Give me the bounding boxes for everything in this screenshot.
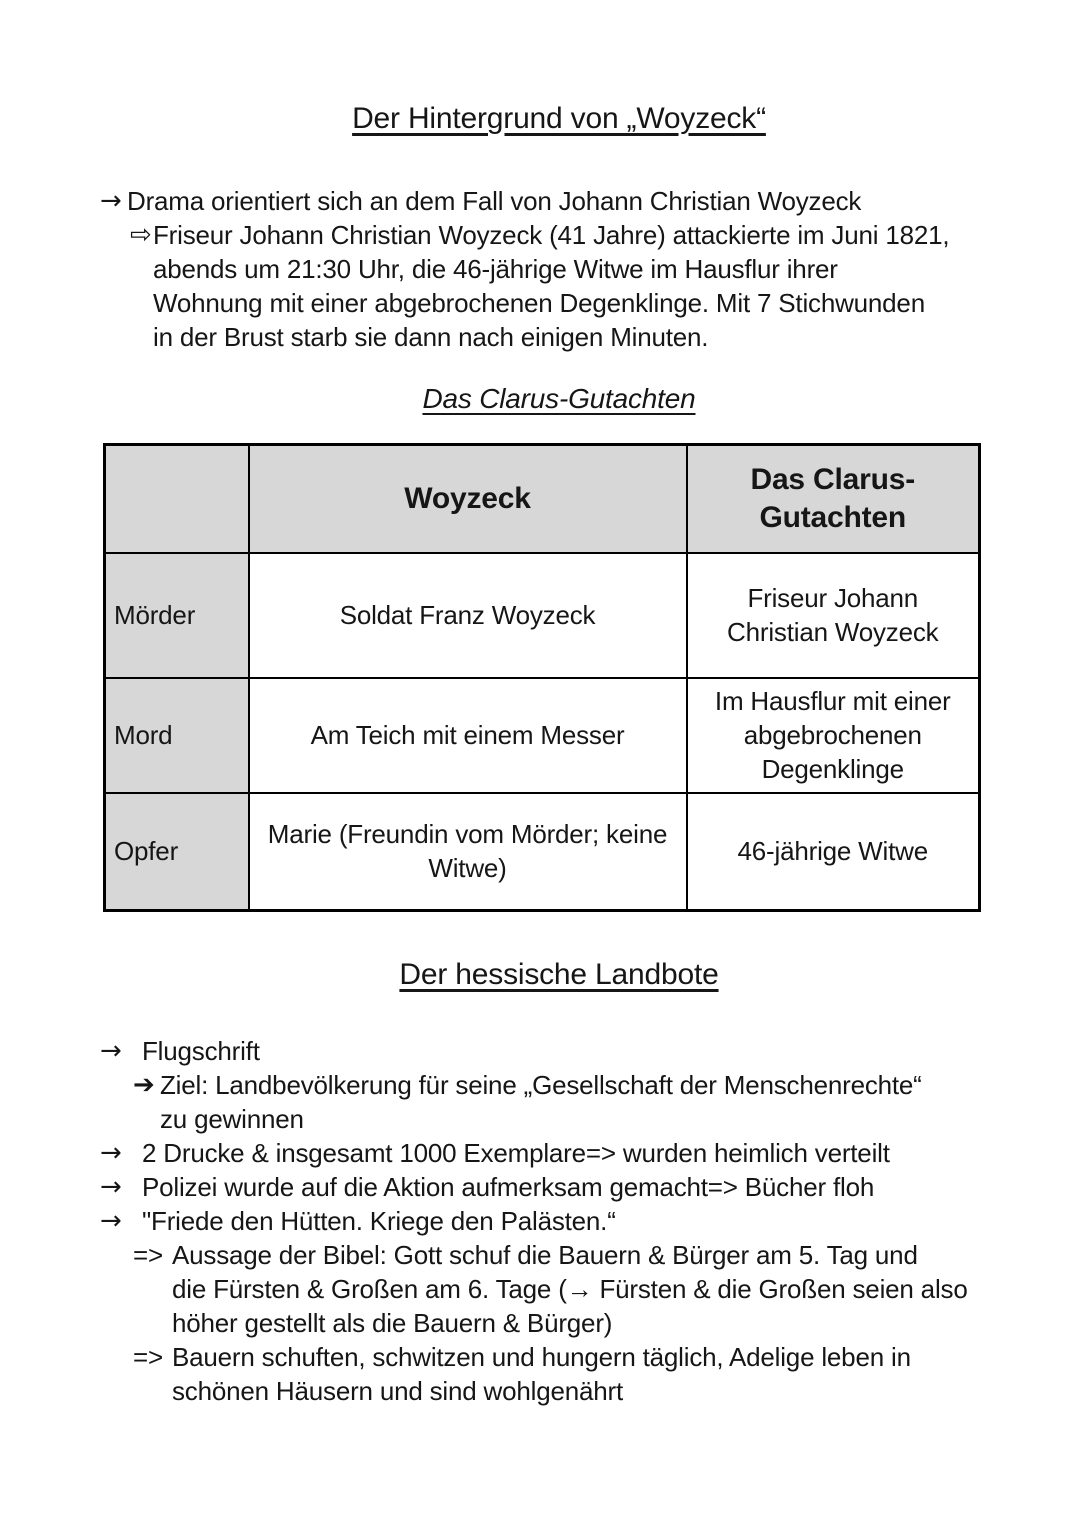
table-row bbox=[105, 678, 980, 793]
landbote-item-ziel bbox=[133, 1068, 1018, 1136]
row-label-moerder: Mörder bbox=[105, 553, 249, 678]
bullet-friseur-text bbox=[153, 218, 1018, 354]
cell-opfer-woyzeck: Marie (Freundin vom Mörder; keine Witwe) bbox=[249, 793, 687, 911]
header-cell-woyzeck: Woyzeck bbox=[249, 445, 687, 553]
cell-mord-woyzeck: Am Teich mit einem Messer bbox=[249, 678, 687, 793]
landbote-item-friede bbox=[100, 1204, 1018, 1238]
row-label-opfer: Opfer bbox=[105, 793, 249, 911]
header-cell-empty bbox=[105, 445, 249, 553]
section-intro bbox=[100, 184, 1018, 354]
text-line: Friseur Johann Christian Woyzeck (41 Jahre) attackierte im Juni 1821, bbox=[153, 220, 950, 250]
text-line: Aussage der Bibel: Gott schuf die Bauern & Bürger am 5. Tag und bbox=[172, 1240, 918, 1270]
landbote-item-polizei bbox=[100, 1170, 1018, 1204]
text-line: Polizei wurde auf die Aktion aufmerksam gemacht=> Bücher floh bbox=[142, 1172, 875, 1202]
table-header-row bbox=[105, 445, 980, 553]
cell-opfer-gutachten: 46-jährige Witwe bbox=[687, 793, 980, 911]
arrow-right-icon: → bbox=[100, 1206, 122, 1236]
arrow-white-right-icon: ⇨ bbox=[130, 220, 152, 250]
landbote-item-bauern bbox=[133, 1340, 1018, 1408]
text-line: Wohnung mit einer abgebrochenen Degenklinge. Mit 7 Stichwunden bbox=[153, 288, 925, 318]
bullet-drama-text: Drama orientiert sich an dem Fall von Johann Christian Woyzeck bbox=[127, 186, 862, 216]
double-arrow-marker: => bbox=[133, 1240, 163, 1270]
text-line: zu gewinnen bbox=[160, 1104, 304, 1134]
text-line: höher gestellt als die Bauern & Bürger) bbox=[172, 1308, 613, 1338]
clarus-comparison-table bbox=[103, 443, 981, 912]
section-title-landbote: Der hessische Landbote bbox=[399, 958, 719, 991]
arrow-right-icon: → bbox=[100, 1138, 122, 1168]
text-line: in der Brust starb sie dann nach einigen Minuten. bbox=[153, 322, 709, 352]
bullet-friseur bbox=[130, 218, 1018, 354]
arrow-right-icon: → bbox=[100, 186, 122, 216]
section-title-clarus-gutachten: Das Clarus-Gutachten bbox=[422, 383, 696, 414]
cell-mord-gutachten: Im Hausflur mit einer abgebrochenen Degenklinge bbox=[687, 678, 980, 793]
row-label-mord: Mord bbox=[105, 678, 249, 793]
section-landbote bbox=[100, 1034, 1018, 1408]
landbote-item-drucke bbox=[100, 1136, 1018, 1170]
arrow-heavy-right-icon: ➔ bbox=[133, 1070, 155, 1100]
text-line: schönen Häusern und sind wohlgenährt bbox=[172, 1376, 623, 1406]
text-line: Flugschrift bbox=[142, 1036, 260, 1066]
landbote-item-flugschrift bbox=[100, 1034, 1018, 1068]
double-arrow-marker: => bbox=[133, 1342, 163, 1372]
cell-moerder-gutachten: Friseur Johann Christian Woyzeck bbox=[687, 553, 980, 678]
landbote-item-bibel bbox=[133, 1238, 1018, 1340]
page-title: Der Hintergrund von „Woyzeck“ bbox=[352, 102, 766, 135]
table-row bbox=[105, 793, 980, 911]
arrow-right-icon: → bbox=[100, 1172, 122, 1202]
text-line: abends um 21:30 Uhr, die 46-jährige Witwe im Hausflur ihrer bbox=[153, 254, 838, 284]
text-line: 2 Drucke & insgesamt 1000 Exemplare=> wurden heimlich verteilt bbox=[142, 1138, 890, 1168]
table-row bbox=[105, 553, 980, 678]
header-cell-clarus-gutachten: Das Clarus-Gutachten bbox=[687, 445, 980, 553]
cell-moerder-woyzeck: Soldat Franz Woyzeck bbox=[249, 553, 687, 678]
text-line: Ziel: Landbevölkerung für seine „Gesellschaft der Menschenrechte“ bbox=[160, 1070, 922, 1100]
text-line: "Friede den Hütten. Kriege den Palästen.“ bbox=[142, 1206, 616, 1236]
bullet-drama bbox=[100, 184, 1018, 218]
text-line: die Fürsten & Großen am 6. Tage (→ Fürsten & die Großen seien also bbox=[172, 1274, 968, 1304]
text-line: Bauern schuften, schwitzen und hungern täglich, Adelige leben in bbox=[172, 1342, 911, 1372]
arrow-right-icon: → bbox=[100, 1036, 122, 1066]
